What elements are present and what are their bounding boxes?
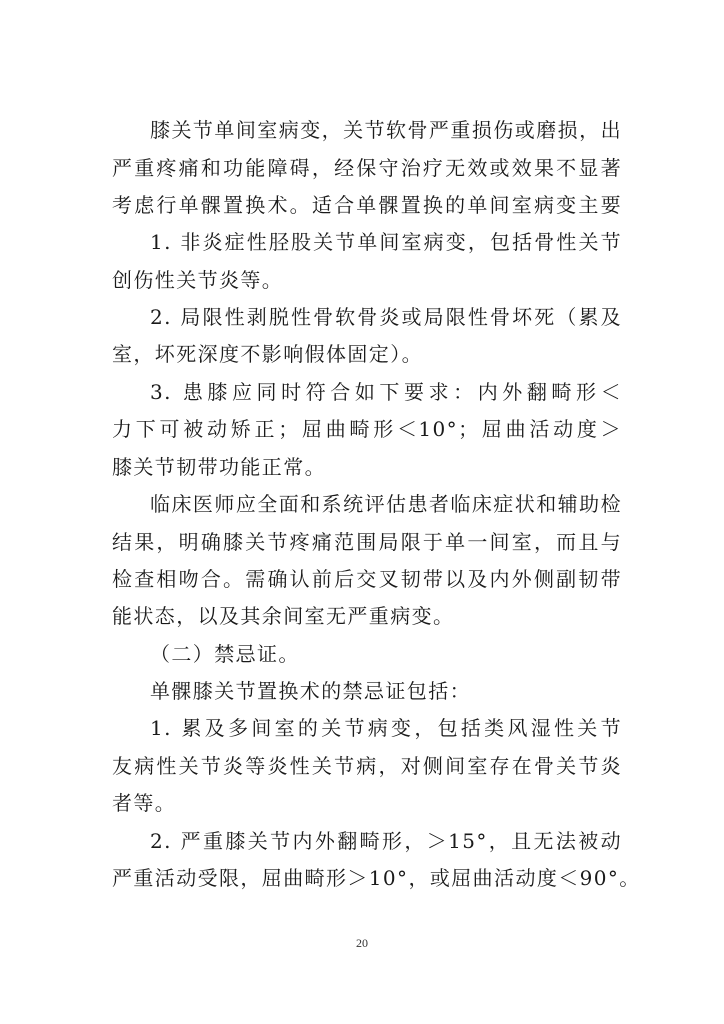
paragraph-2-line-3: 检查相吻合。需确认前后交叉韧带以及内外侧副韧带 <box>112 567 622 591</box>
paragraph-1-line-3: 考虑行单髁置换术。适合单髁置换的单间室病变主要 <box>112 193 622 217</box>
page-number: 20 <box>356 936 368 950</box>
paragraph-2-line-2: 结果，明确膝关节疼痛范围局限于单一间室，而且与 <box>112 530 622 554</box>
paragraph-2-line-1: 临床医师应全面和系统评估患者临床症状和辅助检 <box>150 492 622 516</box>
item-2-line-2: 室，坏死深度不影响假体固定）。 <box>112 342 423 366</box>
paragraph-1-line-1: 膝关节单间室病变，关节软骨严重损伤或磨损，出 <box>150 118 622 142</box>
item-3-line-1: 3. 患膝应同时符合如下要求：内外翻畸形＜ <box>150 380 622 404</box>
contra-item-2-line-2: 严重活动受限，屈曲畸形＞10°，或屈曲活动度＜90°。 <box>112 866 641 890</box>
item-3-line-3: 膝关节韧带功能正常。 <box>112 455 326 479</box>
item-2-line-1: 2. 局限性剥脱性骨软骨炎或局限性骨坏死（累及 <box>150 305 622 329</box>
section-heading: （二）禁忌证。 <box>150 642 300 666</box>
paragraph-1-line-2: 严重疼痛和功能障碍，经保守治疗无效或效果不显著 <box>112 156 622 180</box>
item-1-line-1: 1. 非炎症性胫股关节单间室病变，包括骨性关节 <box>150 230 622 254</box>
item-1-line-2: 创伤性关节炎等。 <box>112 268 284 292</box>
contra-item-2-line-1: 2. 严重膝关节内外翻畸形，＞15°，且无法被动 <box>150 829 622 853</box>
contra-item-1-line-1: 1. 累及多间室的关节病变，包括类风湿性关节 <box>150 716 622 740</box>
paragraph-2-line-4: 能状态，以及其余间室无严重病变。 <box>112 604 455 628</box>
contra-item-1-line-3: 者等。 <box>112 791 177 815</box>
item-3-line-2: 力下可被动矫正；屈曲畸形＜10°；屈曲活动度＞ <box>112 417 622 441</box>
paragraph-3-line-1: 单髁膝关节置换术的禁忌证包括： <box>150 679 471 703</box>
contra-item-1-line-2: 友病性关节炎等炎性关节病，对侧间室存在骨关节炎 <box>112 754 622 778</box>
